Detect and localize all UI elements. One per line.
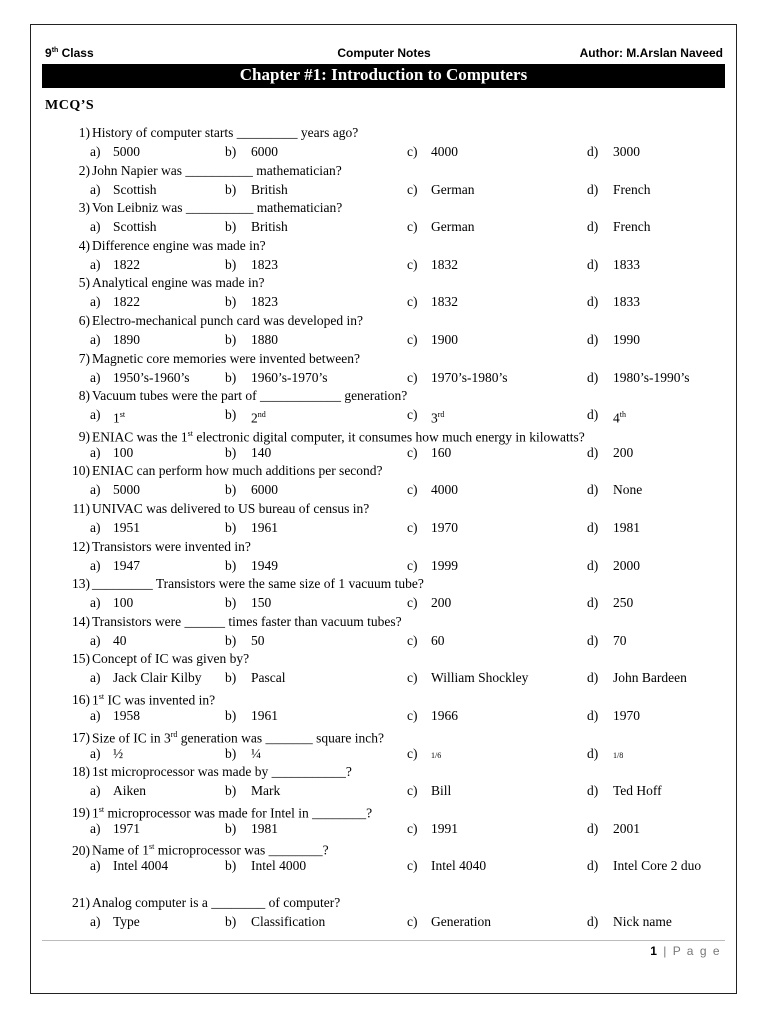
question-item [0,162,768,200]
answer-options: a) 100 b) 150 c) 200 d) 250 [90,595,634,611]
question-number: 19) [72,805,90,821]
answer-options: a) Jack Clair Kilby b) Pascal c) William Shockley d) John Bardeen [90,670,687,686]
question-text: 13) _________ Transistors were the same size of 1 vacuum tube? [66,575,424,593]
question-text: 17) Size of IC in 3rd generation was _______ square inch? [66,726,384,748]
question-item [0,538,768,576]
question-number: 3) [78,200,90,216]
question-text: 2) John Napier was __________ mathematician? [66,162,342,180]
question-number: 13) [72,576,90,592]
question-number: 14) [72,613,90,629]
question-item [0,838,768,876]
answer-options: a) 1947 b) 1949 c) 1999 d) 2000 [90,557,640,573]
answer-options: a) 1958 b) 1961 c) 1966 d) 1970 [90,707,640,723]
question-number: 11) [72,500,90,516]
question-number: 12) [72,538,90,554]
question-item [0,688,768,726]
question-number: 21) [72,894,90,910]
answer-options: a) 1890 b) 1880 c) 1900 d) 1990 [90,331,640,347]
question-text: 20) Name of 1st microprocessor was ________? [66,838,329,860]
question-item [0,425,768,463]
question-item [0,274,768,312]
question-item [0,500,768,538]
answer-options: a) 1950’s-1960’s b) 1960’s-1970’s c) 1970’s-1980’s d) 1980’s-1990’s [90,369,690,385]
question-number: 6) [78,312,90,328]
question-number: 16) [72,692,90,708]
question-number: 5) [78,275,90,291]
question-text: 8) Vacuum tubes were the part of ____________ generation? [66,387,407,405]
question-number: 2) [78,162,90,178]
question-text: 10) ENIAC can perform how much additions per second? [66,462,383,480]
answer-options: a) 1822 b) 1823 c) 1832 d) 1833 [90,294,640,310]
question-text: 9) ENIAC was the 1st electronic digital computer, it consumes how much energy in kilowatts? [66,425,585,447]
question-text: 19) 1st microprocessor was made for Intel in ________? [66,801,372,823]
answer-options: a) Scottish b) British c) German d) French [90,219,651,235]
question-number: 17) [72,730,90,745]
answer-options: a) 5000 b) 6000 c) 4000 d) None [90,482,643,498]
answer-options: a) Type b) Classification c) Generation d) Nick name [90,913,672,929]
question-item [0,387,768,425]
header-center-title: Computer Notes [337,46,431,60]
question-text: 14) Transistors were ______ times faster than vacuum tubes? [66,613,402,631]
question-number: 9) [78,429,90,445]
page-header [45,46,723,62]
question-item [0,462,768,500]
question-number: 7) [78,350,90,366]
question-item [0,726,768,764]
answer-options: a) Aiken b) Mark c) Bill d) Ted Hoff [90,783,662,799]
answer-options: a) 5000 b) 6000 c) 4000 d) 3000 [90,144,640,159]
answer-options: a) Intel 4004 b) Intel 4000 c) Intel 4040 d) Intel Core 2 duo [90,858,702,874]
section-heading: MCQ’S [45,98,95,113]
question-item [0,650,768,688]
question-item [0,350,768,388]
question-number: 15) [72,651,90,667]
question-text: 4) Difference engine was made in? [66,237,266,255]
question-item [0,575,768,613]
question-text: 11) UNIVAC was delivered to US bureau of census in? [66,500,369,518]
answer-options: a) 100 b) 140 c) 160 d) 200 [90,444,634,460]
answer-options: a) 1st b) 2nd c) 3rd d) 4th [90,407,626,426]
answer-options: a) 1822 b) 1823 c) 1832 d) 1833 [90,256,640,272]
author-label: Author: M.Arslan Naveed [579,46,723,60]
question-number: 10) [72,463,90,479]
page-number: 1 | P a g e [650,944,721,958]
answer-options: a) ½ b) ¼ c) 1/6 d) 1/8 [90,745,624,761]
question-item [0,613,768,651]
answer-options: a) 1951 b) 1961 c) 1970 d) 1981 [90,519,640,535]
question-text: 21) Analog computer is a ________ of computer? [66,894,340,912]
chapter-title: Chapter #1: Introduction to Computers [42,64,725,88]
answer-options: a) Scottish b) British c) German d) French [90,181,651,197]
question-text: 12) Transistors were invented in? [66,538,251,556]
answer-options: a) 40 b) 50 c) 60 d) 70 [90,632,627,648]
question-item [0,199,768,237]
question-number: 8) [78,388,90,404]
footer-divider [42,940,725,941]
answer-options: a) 1971 b) 1981 c) 1991 d) 2001 [90,820,640,836]
question-number: 18) [72,764,90,780]
question-item [0,801,768,839]
question-number: 20) [72,842,90,858]
question-item [0,124,768,162]
question-text: 18) 1st microprocessor was made by ___________? [66,763,352,781]
class-label: 9th Class [45,46,94,60]
question-number: 1) [78,125,90,140]
question-list [0,124,768,931]
question-number: 4) [78,237,90,253]
question-text: 15) Concept of IC was given by? [66,650,249,668]
question-text: 5) Analytical engine was made in? [66,274,264,292]
question-text: 1) History of computer starts _________ years ago? [66,124,358,142]
question-item [0,312,768,350]
question-text: 3) Von Leibniz was __________ mathematician? [66,199,342,217]
question-text: 7) Magnetic core memories were invented between? [66,350,360,368]
question-item [0,894,768,932]
question-item [0,237,768,275]
question-item [0,763,768,801]
question-text: 16) 1st IC was invented in? [66,688,215,710]
question-text: 6) Electro-mechanical punch card was developed in? [66,312,363,330]
